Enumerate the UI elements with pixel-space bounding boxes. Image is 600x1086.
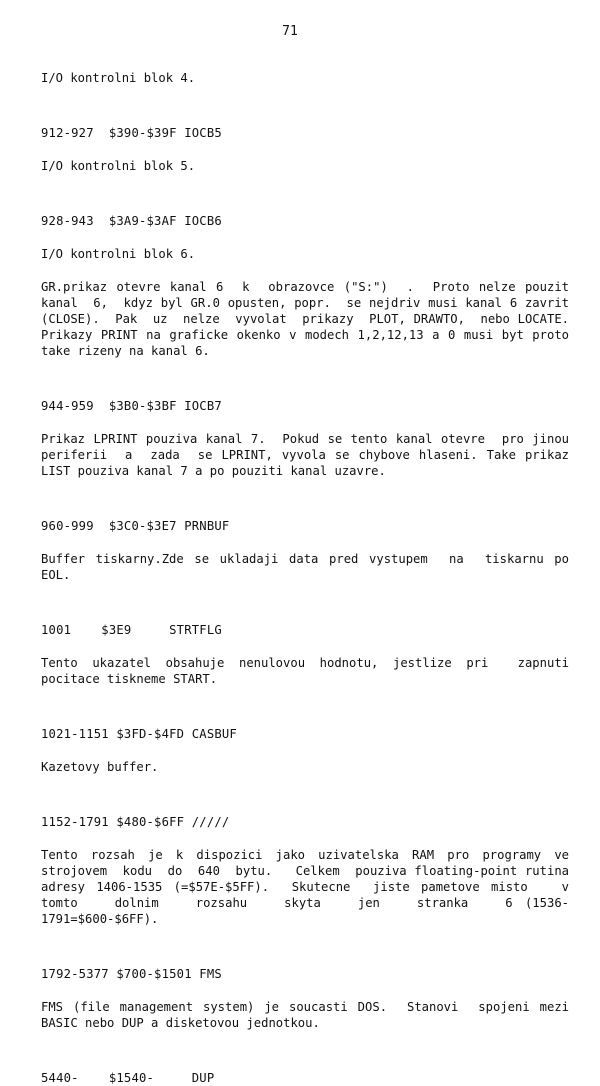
fms-heading: 1792-5377 $700-$1501 FMS: [41, 967, 222, 981]
page-number: 71: [282, 24, 298, 39]
iocb7-paragraph: Prikaz LPRINT pouziva kanal 7. Pokud se tento kanal otevre pro jinou periferii a zada se LPRINT, vyvola se chybove hlaseni. Take prikaz LIST pouziva kanal 7 a po pouziti kanal uzavre.: [41, 432, 584, 478]
page-content: [41, 70, 592, 1086]
casbuf-description: Kazetovy buffer.: [41, 760, 159, 774]
iocb6-heading: 928-943 $3A9-$3AF IOCB6: [41, 214, 222, 228]
prnbuf-paragraph: Buffer tiskarny.Zde se ukladaji data pred vystupem na tiskarnu po EOL.: [41, 552, 577, 582]
iocb5-heading: 912-927 $390-$39F IOCB5: [41, 126, 222, 140]
strtflg-paragraph: Tento ukazatel obsahuje nenulovou hodnotu, jestlize pri zapnuti pocitace tiskneme START.: [41, 656, 577, 686]
dup-heading: 5440- $1540- DUP: [41, 1071, 215, 1085]
user-ram-paragraph: Tento rozsah je k dispozici jako uzivatelska RAM pro programy ve strojovem kodu do 640 bytu. Celkem pouziva floating-point rutina adresy 1406-1535 (=$57E-$5FF). Skutecne jiste pametove misto v tomto dolnim rozsahu skyta jen stranka 6 (1536-1791=$600-$6FF).: [41, 848, 592, 926]
iocb4-description: I/O kontrolni blok 4.: [41, 71, 196, 85]
iocb5-description: I/O kontrolni blok 5.: [41, 159, 196, 173]
iocb7-heading: 944-959 $3B0-$3BF IOCB7: [41, 399, 222, 413]
casbuf-heading: 1021-1151 $3FD-$4FD CASBUF: [41, 727, 237, 741]
fms-paragraph: FMS (file management system) je soucasti DOS. Stanovi spojeni mezi BASIC nebo DUP a disketovou jednotkou.: [41, 1000, 577, 1030]
prnbuf-heading: 960-999 $3C0-$3E7 PRNBUF: [41, 519, 230, 533]
user-ram-heading: 1152-1791 $480-$6FF /////: [41, 815, 230, 829]
iocb6-paragraph: GR.prikaz otevre kanal 6 k obrazovce ("S:") . Proto nelze pouzit kanal 6, kdyz byl GR.0 opusten, popr. se nejdriv musi kanal 6 zavrit (CLOSE). Pak uz nelze vyvolat prikazy PLOT, DRAWTO, nebo LOCATE. Prikazy PRINT na graficke okenko v modech 1,2,12,13 a 0 musi byt proto take rizeny na kanal 6.: [41, 280, 584, 358]
strtflg-heading: 1001 $3E9 STRTFLG: [41, 623, 222, 637]
iocb6-description: I/O kontrolni blok 6.: [41, 247, 196, 261]
